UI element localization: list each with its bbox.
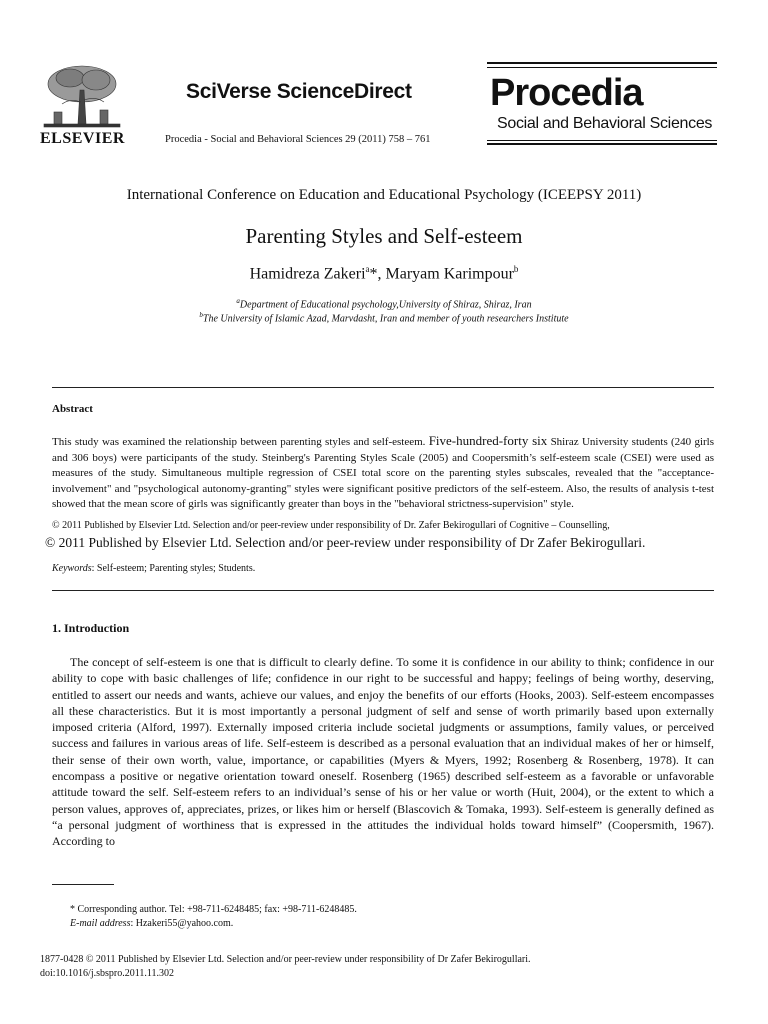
abstract-heading: Abstract xyxy=(52,403,93,415)
author-separator: , xyxy=(377,265,386,283)
affiliation-mark: a xyxy=(365,264,370,274)
procedia-top-rule xyxy=(487,62,717,64)
procedia-bottom-rule xyxy=(487,140,717,141)
doi: doi:10.1016/j.sbspro.2011.11.302 xyxy=(40,968,174,979)
keywords-label: Keywords xyxy=(52,563,92,574)
email-label: E-mail address xyxy=(70,918,131,929)
section-heading: 1. Introduction xyxy=(52,621,130,635)
email-note xyxy=(70,918,233,929)
procedia-top-rule-thin xyxy=(487,67,717,68)
footnote-rule xyxy=(52,884,114,885)
keywords xyxy=(52,563,255,574)
sciverse-sciencedirect-logo: SciVerse ScienceDirect xyxy=(186,80,412,103)
affiliation-mark: a xyxy=(236,297,240,305)
procedia-bottom-rule-thick xyxy=(487,143,717,145)
corresponding-mark: * xyxy=(369,265,378,283)
keywords-text: : Self-esteem; Parenting styles; Students. xyxy=(91,563,256,574)
abstract-text: Shiraz University students (240 girls and 306 boys) were participants of the study. Steinberg's Parenting Styles Scale (2005) and Coopersmith’s self-esteem scale (CSEI) were used as measures of the study. Simultaneous multiple regression of CSEI total score on the parenting styles subscales, revealed that the "acceptance-involvement" and "psychological autonomy-granting" styles were significant positive predictors of the self-esteem. Also, the results of analysis t-test showed that the mean score of girls was significantly greater than boys in the "behavioral strictness-supervision" style. xyxy=(52,436,714,510)
abstract-body xyxy=(52,433,714,513)
issn-copyright: 1877-0428 © 2011 Published by Elsevier Ltd. Selection and/or peer-review under responsibility of Dr Zafer Bekirogullari. xyxy=(40,954,531,965)
divider xyxy=(52,590,714,591)
procedia-journal-subtitle: Social and Behavioral Sciences xyxy=(497,115,713,132)
journal-reference: Procedia - Social and Behavioral Sciences 29 (2011) 758 – 761 xyxy=(165,134,431,145)
affiliation-text: The University of Islamic Azad, Marvdasht, Iran and member of youth researchers Institute xyxy=(202,313,569,325)
procedia-journal-title: Procedia xyxy=(490,72,643,114)
copyright-line: © 2011 Published by Elsevier Ltd. Selection and/or peer-review under responsibility of Dr. Zafer Bekirogullari of Cognitive – Counselling, xyxy=(52,520,610,531)
email-address: : Hzakeri55@yahoo.com. xyxy=(130,918,234,929)
copyright-line-large: © 2011 Published by Elsevier Ltd. Selection and/or peer-review under responsibility of Dr Zafer Bekirogullari. xyxy=(45,535,646,550)
abstract-text: This study was examined the relationship between parenting styles and self-esteem. xyxy=(52,436,426,448)
author-name: Maryam Karimpour xyxy=(385,265,514,283)
conference-name: International Conference on Education and Educational Psychology (ICEEPSY 2011) xyxy=(126,187,642,203)
elsevier-wordmark: ELSEVIER xyxy=(40,130,125,147)
abstract-text-large: Five-hundred-forty six xyxy=(428,433,548,448)
introduction-body: The concept of self-esteem is one that is difficult to clearly define. To some it is confidence in our ability to think; confidence in our ability to cope with basic challenges of life; confidence in our right to be successful and happy; feelings of being worthy, deserving, entitled to assert our needs and wants, achieve our values, and enjoy the benefits of our efforts (Hooks, 2003). Self-esteem encompasses all these characteristics. But it is most importantly a personal judgment of self and sense of worth primarily based upon externally imposed criteria (Alford, 1997). Externally imposed criteria include societal judgments or assumptions, family values, or perceived success and failures in various areas of life. Self-esteem is described as a personal evaluation that an individual makes of her or himself, their sense of their own worth, value, importance, or capabilities (Myers & Myers, 1992; Rosenberg & Rosenberg, 1978). It can encompass a positive or negative orientation toward oneself. Rosenberg (1965) described self-esteem as a favorable or unfavorable attitude toward the self. Self-esteem refers to an individual’s sense of his or her value or worth (Huit, 2004), or the extent to which a person values, approves of, appreciates, prizes, or likes him or herself (Blascovich & Tomaka, 1993). Self-esteem is generally defined as “a personal judgment of worthiness that is expressed in the attitudes the individual holds toward himself” (Coopersmith, 1967). According to xyxy=(52,655,714,849)
divider xyxy=(52,387,714,388)
corresponding-author-note: * Corresponding author. Tel: +98-711-6248485; fax: +98-711-6248485. xyxy=(70,904,357,915)
author-list xyxy=(0,264,768,283)
author-name: Hamidreza Zakeri xyxy=(249,265,366,283)
affiliation-mark: b xyxy=(513,264,519,274)
affiliation-mark: b xyxy=(199,311,203,319)
paper-title: Parenting Styles and Self-esteem xyxy=(245,224,523,248)
affiliation-a xyxy=(0,297,768,310)
affiliation-b xyxy=(0,311,768,324)
affiliation-text: Department of Educational psychology,University of Shiraz, Shiraz, Iran xyxy=(239,299,532,311)
